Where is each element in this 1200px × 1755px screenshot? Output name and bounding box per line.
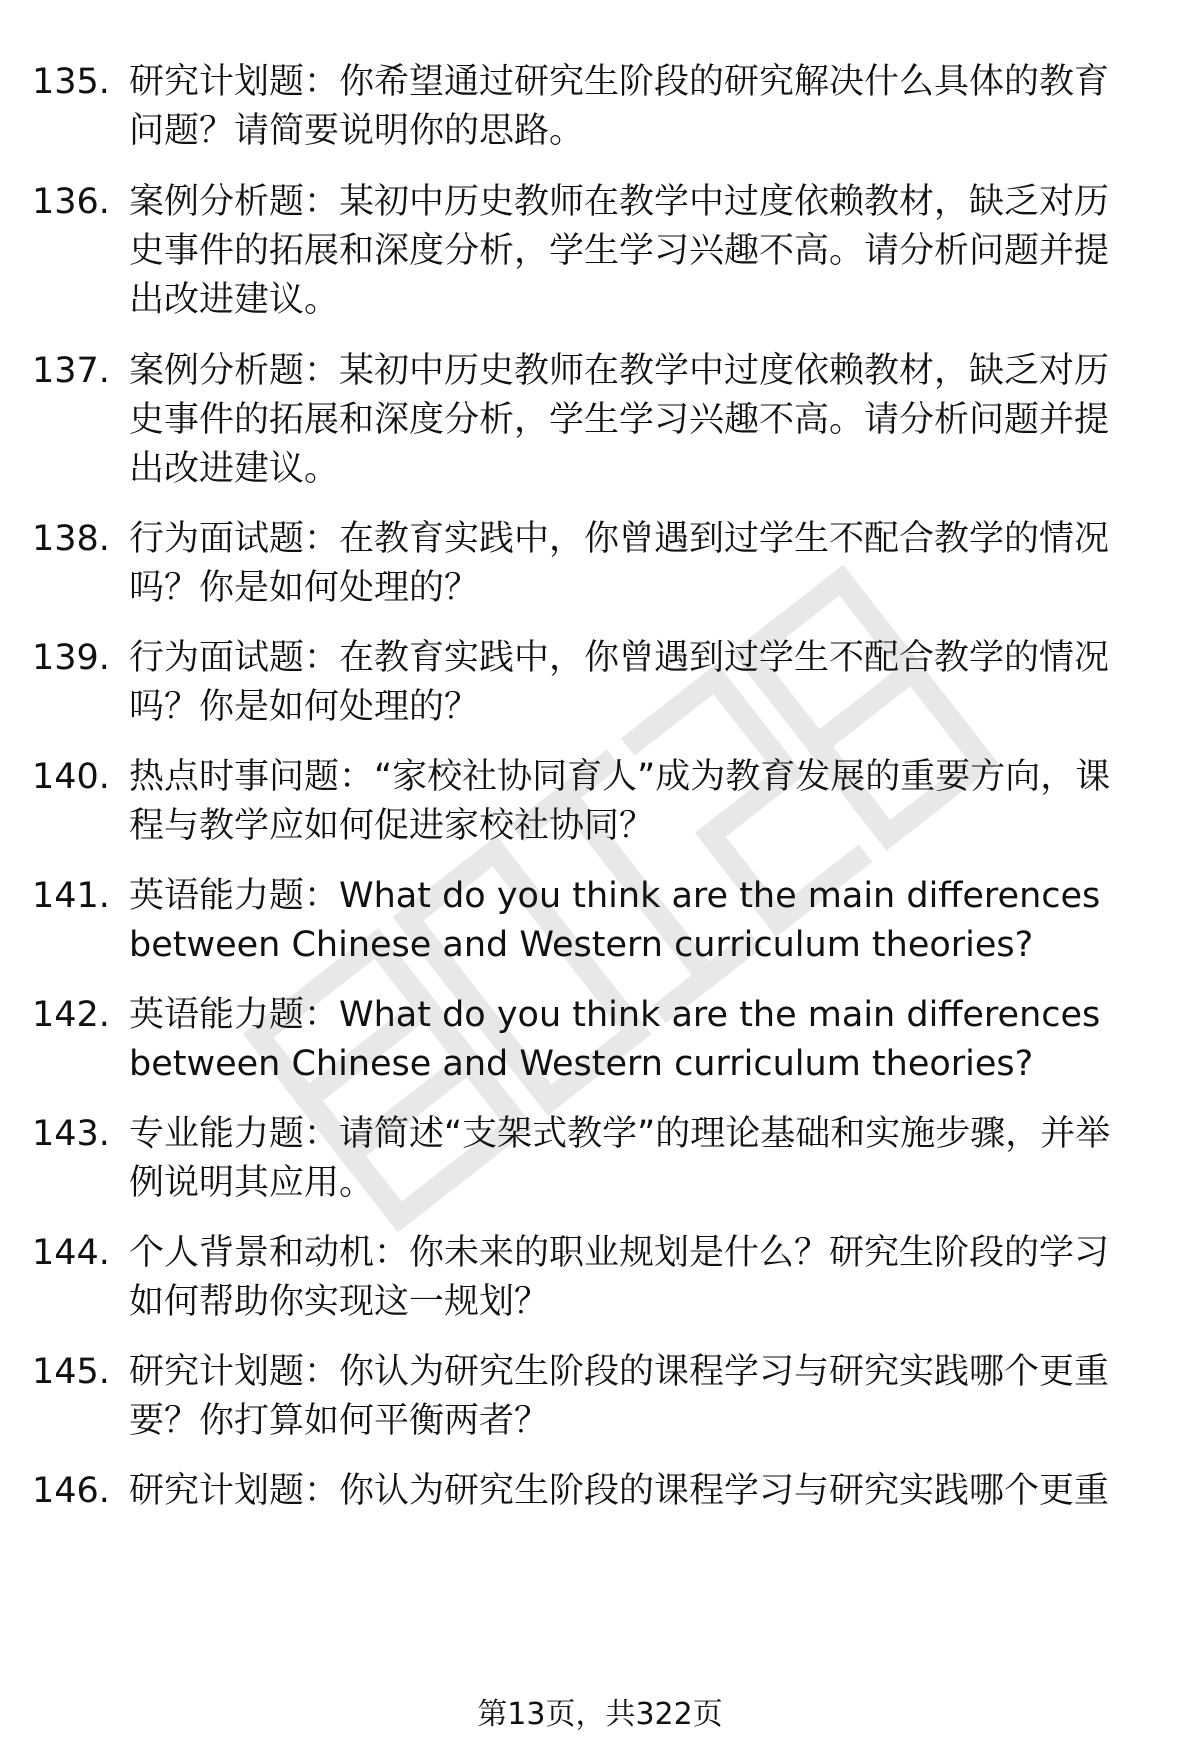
question-text: 行为面试题：在教育实践中，你曾遇到过学生不配合教学的情况吗？你是如何处理的？	[129, 519, 1110, 608]
question-number: 141.	[32, 876, 110, 916]
question-item	[0, 515, 1200, 613]
question-number: 137.	[32, 351, 110, 391]
question-item	[0, 753, 1200, 851]
question-item	[0, 58, 1200, 156]
question-text: 案例分析题：某初中历史教师在教学中过度依赖教材，缺乏对历史事件的拓展和深度分析，学生学习兴趣不高。请分析问题并提出改进建议。	[129, 351, 1110, 489]
question-item	[0, 1110, 1200, 1208]
question-number: 145.	[32, 1352, 110, 1392]
question-item	[0, 1467, 1200, 1516]
question-text: 研究计划题：你认为研究生阶段的课程学习与研究实践哪个更重要？你打算如何平衡两者？	[129, 1352, 1110, 1441]
question-number: 144.	[32, 1233, 110, 1273]
question-number: 140.	[32, 757, 110, 797]
question-item	[0, 991, 1200, 1089]
question-item	[0, 178, 1200, 325]
question-list	[0, 58, 1200, 1516]
question-text: 专业能力题：请简述“支架式教学”的理论基础和实施步骤，并举例说明其应用。	[129, 1114, 1111, 1203]
question-text: 英语能力题：What do you think are the main differences between Chinese and Western curriculum theories?	[129, 876, 1101, 965]
question-text: 个人背景和动机：你未来的职业规划是什么？研究生阶段的学习如何帮助你实现这一规划？	[129, 1233, 1110, 1322]
question-number: 136.	[32, 182, 110, 222]
page-number: 第13页，共322页	[477, 1697, 723, 1732]
question-item	[0, 347, 1200, 494]
question-item	[0, 1348, 1200, 1446]
question-number: 138.	[32, 519, 110, 559]
question-number: 135.	[32, 62, 110, 102]
question-item	[0, 634, 1200, 732]
question-item	[0, 872, 1200, 970]
question-text: 研究计划题：你认为研究生阶段的课程学习与研究实践哪个更重	[129, 1471, 1110, 1511]
question-item	[0, 1229, 1200, 1327]
question-text: 研究计划题：你希望通过研究生阶段的研究解决什么具体的教育问题？请简要说明你的思路。	[129, 62, 1110, 151]
question-text: 案例分析题：某初中历史教师在教学中过度依赖教材，缺乏对历史事件的拓展和深度分析，学生学习兴趣不高。请分析问题并提出改进建议。	[129, 182, 1110, 320]
question-text: 行为面试题：在教育实践中，你曾遇到过学生不配合教学的情况吗？你是如何处理的？	[129, 638, 1110, 727]
question-number: 143.	[32, 1114, 110, 1154]
question-number: 139.	[32, 638, 110, 678]
question-number: 142.	[32, 995, 110, 1035]
question-text: 热点时事问题：“家校社协同育人”成为教育发展的重要方向，课程与教学应如何促进家校社协同？	[129, 757, 1111, 846]
question-text: 英语能力题：What do you think are the main differences between Chinese and Western curriculum theories?	[129, 995, 1101, 1084]
question-number: 146.	[32, 1471, 110, 1511]
